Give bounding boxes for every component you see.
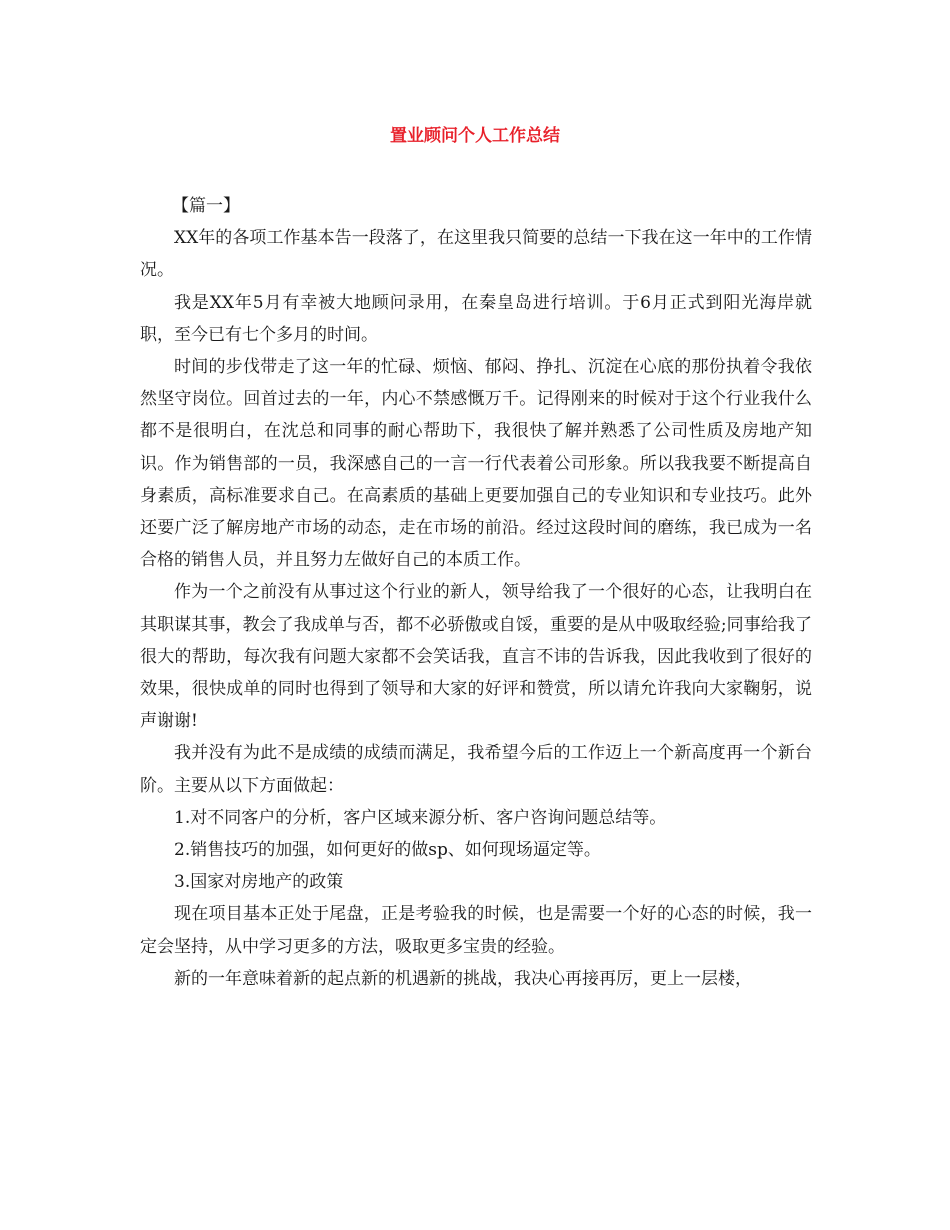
list-item: 3.国家对房地产的政策	[174, 872, 344, 893]
paragraph: 我并没有为此不是成绩的成绩而满足，我希望今后的工作迈上一个新高度再一个新台阶。主要从以下方面做起：	[140, 743, 812, 796]
paragraph: 时间的步伐带走了这一年的忙碌、烦恼、郁闷、挣扎、沉淀在心底的那份执着令我依然坚守岗位。回首过去的一年，内心不禁感慨万千。记得刚来的时候对于这个行业我什么都不是很明白，在沈总和同事的耐心帮助下，我很快了解并熟悉了公司性质及房地产知识。作为销售部的一员，我深感自己的一言一行代表着公司形象。所以我我要不断提高自身素质，高标准要求自己。在高素质的基础上更要加强自己的专业知识和专业技巧。此外还要广泛了解房地产市场的动态，走在市场的前沿。经过这段时间的磨练，我已成为一名合格的销售人员，并且努力左做好自己的本质工作。	[140, 357, 812, 571]
document-title: 置业顾问个人工作总结	[390, 126, 560, 146]
paragraph: 我是XX年5月有幸被大地顾问录用，在秦皇岛进行培训。于6月正式到阳光海岸就职，至今已有七个多月的时间。	[140, 292, 812, 345]
list-item: 2.销售技巧的加强，如何更好的做sp、如何现场逼定等。	[174, 840, 601, 861]
paragraph: 现在项目基本正处于尾盘，正是考验我的时候，也是需要一个好的心态的时候，我一定会坚持，从中学习更多的方法，吸取更多宝贵的经验。	[140, 904, 812, 957]
paragraph: XX年的各项工作基本告一段落了，在这里我只简要的总结一下我在这一年中的工作情况。	[140, 228, 812, 281]
section-label: 【篇一】	[172, 196, 240, 216]
list-item: 1.对不同客户的分析，客户区域来源分析、客户咨询问题总结等。	[174, 807, 667, 828]
paragraph: 作为一个之前没有从事过这个行业的新人，领导给我了一个很好的心态，让我明白在其职谋其事，教会了我成单与否，都不必骄傲或自馁，重要的是从中吸取经验;同事给我了很大的帮助，每次我有问题大家都不会笑话我，直言不讳的告诉我，因此我收到了很好的效果，很快成单的同时也得到了领导和大家的好评和赞赏，所以请允许我向大家鞠躬，说声谢谢!	[140, 582, 812, 732]
document-body	[140, 190, 812, 995]
paragraph: 新的一年意味着新的起点新的机遇新的挑战，我决心再接再厉，更上一层楼，	[174, 968, 752, 989]
